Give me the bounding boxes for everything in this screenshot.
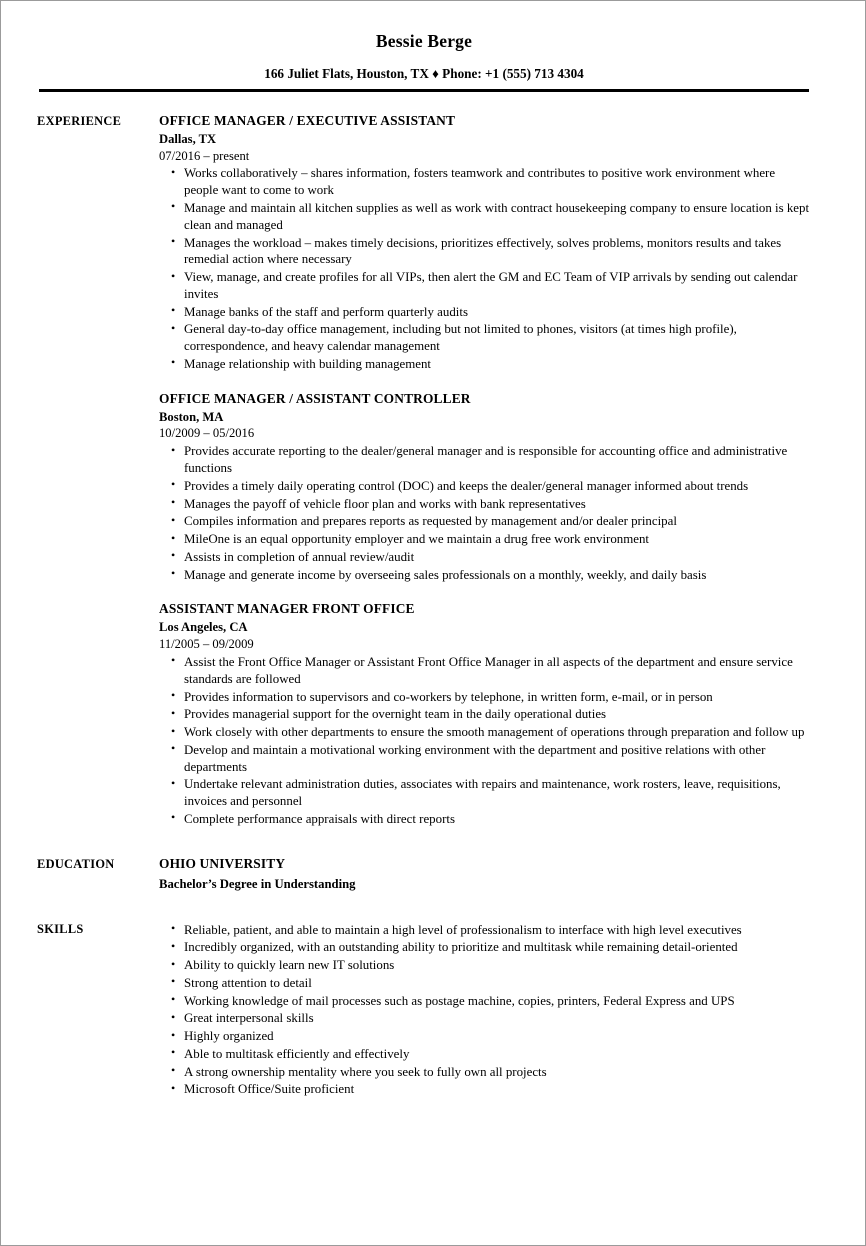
job-bullet: • Manage and maintain all kitchen supplies as well as work with contract housekeeping company to ensure location is kept clean and managed xyxy=(159,200,811,234)
job-bullet: • Complete performance appraisals with direct reports xyxy=(159,811,811,828)
job-bullet: • Assists in completion of annual review/audit xyxy=(159,549,811,566)
job-bullet: • Manage banks of the staff and perform quarterly audits xyxy=(159,304,811,321)
job-bullet: • Manages the payoff of vehicle floor plan and works with bank representatives xyxy=(159,496,811,513)
skill-bullet: • Reliable, patient, and able to maintain a high level of professionalism to interface with high level executives xyxy=(159,922,811,939)
job-bullet: • View, manage, and create profiles for all VIPs, then alert the GM and EC Team of VIP arrivals by sending out calendar invites xyxy=(159,269,811,303)
job-dates: 10/2009 – 05/2016 xyxy=(159,426,255,441)
job-location: Dallas, TX xyxy=(159,131,217,146)
job-bullet: • Provides a timely daily operating control (DOC) and keeps the dealer/general manager informed about trends xyxy=(159,478,811,495)
job-title: OFFICE MANAGER / ASSISTANT CONTROLLER xyxy=(159,390,471,406)
job-bullet: • Manage and generate income by overseeing sales professionals on a monthly, weekly, and daily basis xyxy=(159,567,811,584)
job-bullet: • Work closely with other departments to ensure the smooth management of operations through preparation and follow up xyxy=(159,724,811,741)
skill-bullet: • Able to multitask efficiently and effectively xyxy=(159,1046,811,1063)
skill-bullet: • Microsoft Office/Suite proficient xyxy=(159,1081,811,1098)
job-bullet: • Undertake relevant administration duties, associates with repairs and maintenance, work rosters, leave, requisitions, invoices and personnel xyxy=(159,776,811,810)
job-entry xyxy=(159,601,811,827)
experience-body xyxy=(159,113,811,828)
job-bullet-list xyxy=(159,654,811,828)
section-label-experience: EXPERIENCE xyxy=(37,113,122,128)
education-degree: Bachelor’s Degree in Understanding xyxy=(159,876,356,891)
job-dates: 11/2005 – 09/2009 xyxy=(159,637,254,652)
job-bullet: • Manages the workload – makes timely decisions, prioritizes effectively, solves problems, monitors results and takes remedial action where necessary xyxy=(159,235,811,269)
job-bullet: • Manage relationship with building management xyxy=(159,356,811,373)
candidate-name: Bessie Berge xyxy=(375,31,473,51)
skill-bullet: • Great interpersonal skills xyxy=(159,1010,811,1027)
job-bullet: • Provides accurate reporting to the dealer/general manager and is responsible for accounting office and administrative functions xyxy=(159,443,811,477)
job-entry xyxy=(159,113,811,373)
job-bullet: • Provides information to supervisors and co-workers by telephone, in written form, e-mail, or in person xyxy=(159,689,811,706)
candidate-contact-line: 166 Juliet Flats, Houston, TX ♦ Phone: +1 (555) 713 4304 xyxy=(264,66,584,81)
job-bullet: • Provides managerial support for the overnight team in the daily operational duties xyxy=(159,706,811,723)
skill-bullet: • Working knowledge of mail processes such as postage machine, copies, printers, Federal Express and UPS xyxy=(159,993,811,1010)
job-bullet: • Assist the Front Office Manager or Assistant Front Office Manager in all aspects of the department and ensure service standards are followed xyxy=(159,654,811,688)
skill-bullet: • Strong attention to detail xyxy=(159,975,811,992)
job-bullet: • Develop and maintain a motivational working environment with the department and positive relations with other departments xyxy=(159,742,811,776)
skill-bullet: • Incredibly organized, with an outstanding ability to prioritize and multitask while remaining detail-oriented xyxy=(159,939,811,956)
education-school: OHIO UNIVERSITY xyxy=(159,855,286,871)
job-title: OFFICE MANAGER / EXECUTIVE ASSISTANT xyxy=(159,112,456,128)
job-dates: 07/2016 – present xyxy=(159,148,250,163)
education-body xyxy=(159,856,811,892)
section-label-education: EDUCATION xyxy=(37,856,115,871)
job-bullet: • MileOne is an equal opportunity employer and we maintain a drug free work environment xyxy=(159,531,811,548)
skills-body xyxy=(159,921,811,1099)
education-section xyxy=(37,856,811,892)
skill-bullet: • Ability to quickly learn new IT solutions xyxy=(159,957,811,974)
job-title: ASSISTANT MANAGER FRONT OFFICE xyxy=(159,601,415,617)
experience-section xyxy=(37,113,811,828)
job-bullet: • General day-to-day office management, including but not limited to phones, visitors (at times high profile), correspondence, and heavy calendar management xyxy=(159,321,811,355)
section-label-skills: SKILLS xyxy=(37,921,84,936)
skills-bullet-list xyxy=(159,922,811,1099)
job-bullet: • Compiles information and prepares reports as requested by management and/or dealer principal xyxy=(159,513,811,530)
skill-bullet: • A strong ownership mentality where you seek to fully own all projects xyxy=(159,1064,811,1081)
header-divider-rule xyxy=(39,89,809,92)
job-entry xyxy=(159,391,811,584)
resume-sheet xyxy=(1,1,865,1245)
resume-header xyxy=(37,31,811,92)
education-entry xyxy=(159,856,811,892)
job-bullet-list xyxy=(159,165,811,372)
job-bullet: • Works collaboratively – shares information, fosters teamwork and contributes to positive work environment where people want to come to work xyxy=(159,165,811,199)
job-bullet-list xyxy=(159,443,811,583)
skills-section xyxy=(37,921,811,1099)
job-location: Los Angeles, CA xyxy=(159,620,248,635)
skill-bullet: • Highly organized xyxy=(159,1028,811,1045)
job-location: Boston, MA xyxy=(159,409,224,424)
